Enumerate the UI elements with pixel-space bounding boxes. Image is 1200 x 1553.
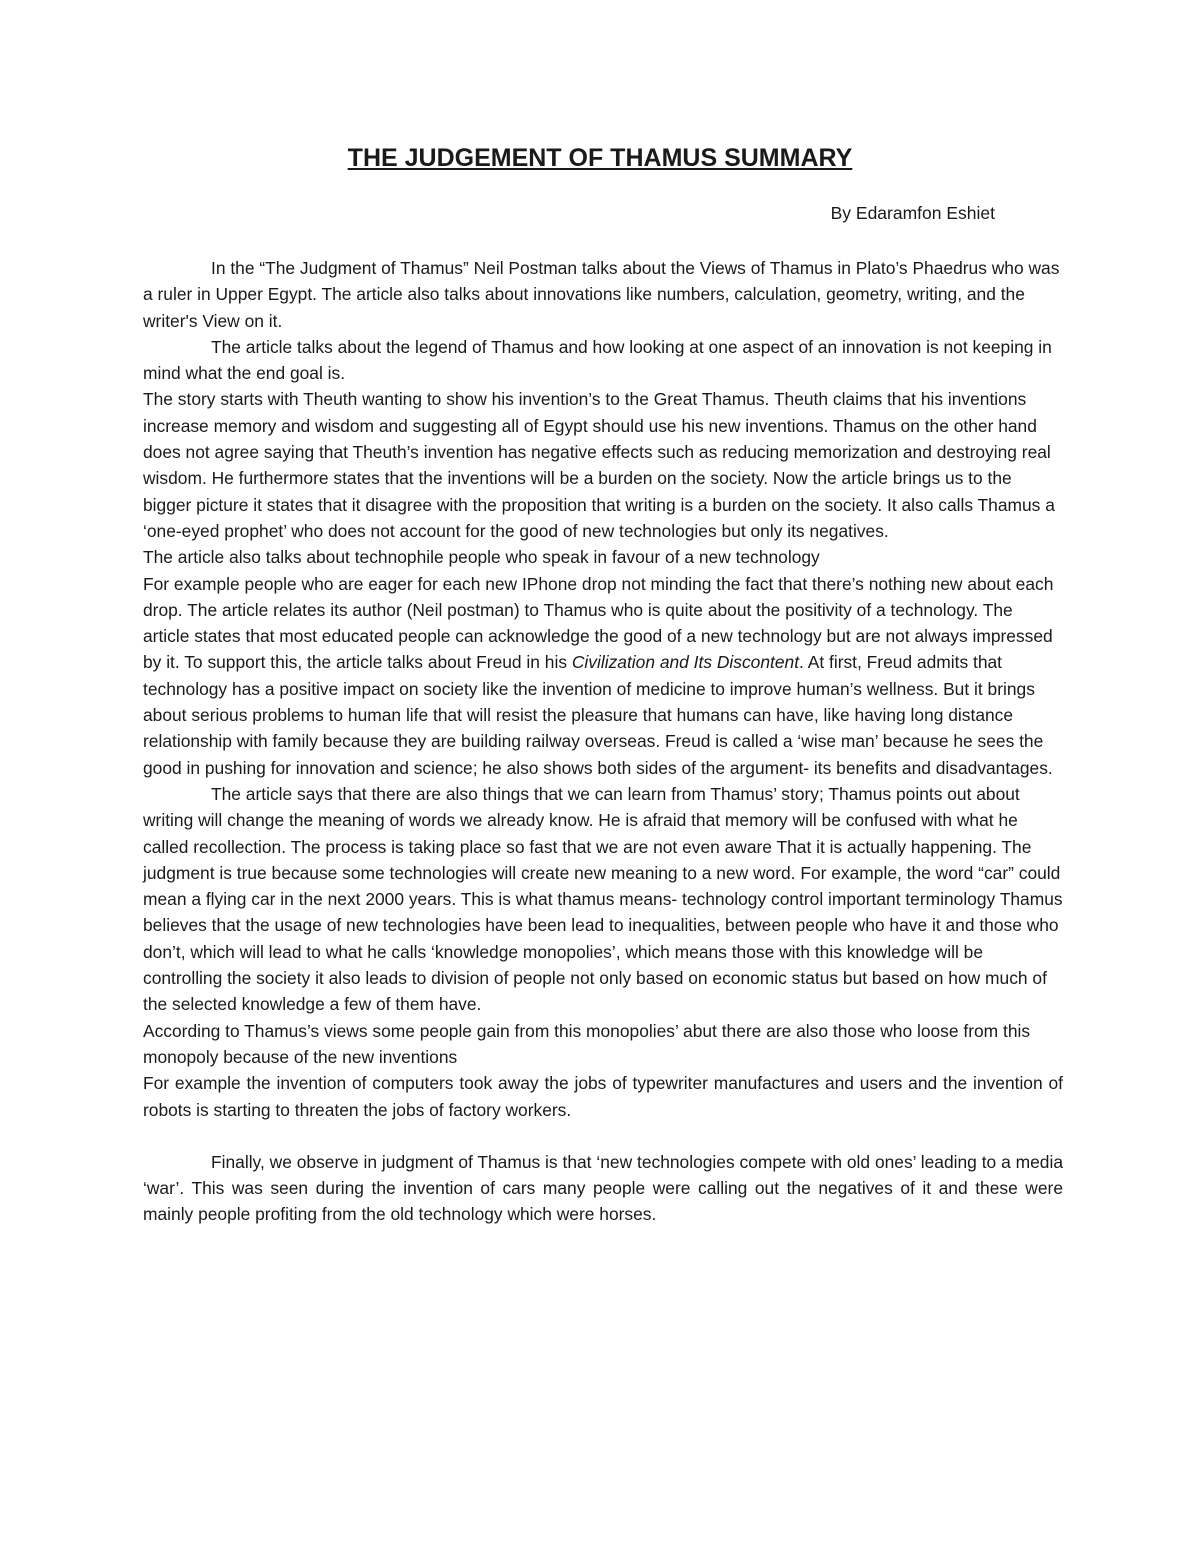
- paragraph-conclusion: Finally, we observe in judgment of Thamus is that ‘new technologies compete with old ones’ leading to a media ‘war’. This was seen during the invention of cars many people were calling out the negatives of it and these were mainly people profiting from the old technology which were horses.: [143, 1151, 1063, 1225]
- paragraph-lessons: The article says that there are also things that we can learn from Thamus’ story; Thamus points out about writing will change the meaning of words we already know. He is afraid that memory will be confused with what he called recollection. The process is taking place so fast that we are not even aware That it is actually happening. The judgment is true because some technologies will create new meaning to a new word. For example, the word “car” could mean a flying car in the next 2000 years. This is what thamus means- technology control important terminology Thamus believes that the usage of new technologies have been lead to inequalities, between people who have it and those who don’t, which will lead to what he calls ‘knowledge monopolies’, which means those with this knowledge will be controlling the society it also leads to division of people not only based on economic status but based on how much of the selected knowledge a few of them have.: [143, 783, 1063, 1015]
- paragraph-legend: The article talks about the legend of Thamus and how looking at one aspect of an innovation is not keeping in mind what the end goal is.: [143, 336, 1052, 384]
- paragraph-technophile: The article also talks about technophile people who speak in favour of a new technology: [143, 547, 820, 568]
- paragraph-monopolies: According to Thamus’s views some people gain from this monopolies’ abut there are also those who loose from this monopoly because of the new inventions: [143, 1020, 1031, 1067]
- paragraph-freud: [143, 571, 1063, 781]
- book-title-italic: Civilization and Its Discontent: [571, 652, 800, 673]
- document-title: THE JUDGEMENT OF THAMUS SUMMARY: [347, 144, 853, 172]
- paragraph-example-jobs: For example the invention of computers took away the jobs of typewriter manufactures and users and the invention of robots is starting to threaten the jobs of factory workers.: [143, 1073, 1063, 1120]
- paragraph-intro: In the “The Judgment of Thamus” Neil Postman talks about the Views of Thamus in Plato’s Phaedrus who was a ruler in Upper Egypt. The article also talks about innovations like numbers, calculation, geometry, writing, and the writer's View on it.: [143, 258, 1060, 331]
- paragraph-freud-text-2: . At first, Freud admits that technology has a positive impact on society like the invention of medicine to improve human’s wellness. But it brings about serious problems to human life that will resist the pleasure that humans can have, like having long distance relationship with family because they are building railway overseas. Freud is called a ‘wise man’ because he sees the good in pushing for innovation and science; he also shows both sides of the argument- its benefits and disadvantages.: [143, 652, 1053, 778]
- document-body: [143, 255, 1063, 1228]
- paragraph-story: The story starts with Theuth wanting to show his invention’s to the Great Thamus. Theuth claims that his inventions increase memory and wisdom and suggesting all of Egypt should use his new inventions. Thamus on the other hand does not agree saying that Theuth’s invention has negative effects such as reducing memorization and destroying real wisdom. He furthermore states that the inventions will be a burden on the society. Now the article brings us to the bigger picture it states that it disagree with the proposition that writing is a burden on the society. It also calls Thamus a ‘one-eyed prophet’ who does not account for the good of new technologies but only its negatives.: [143, 389, 1055, 541]
- paragraph-freud-text-1: For example people who are eager for each new IPhone drop not minding the fact that there’s nothing new about each drop. The article relates its author (Neil postman) to Thamus who is quite about the positivity of a technology. The article states that most educated people can acknowledge the good of a new technology but are not always impressed by it. To support this, the article talks about Freud in his: [143, 573, 1054, 673]
- author-byline: By Edaramfon Eshiet: [830, 203, 995, 223]
